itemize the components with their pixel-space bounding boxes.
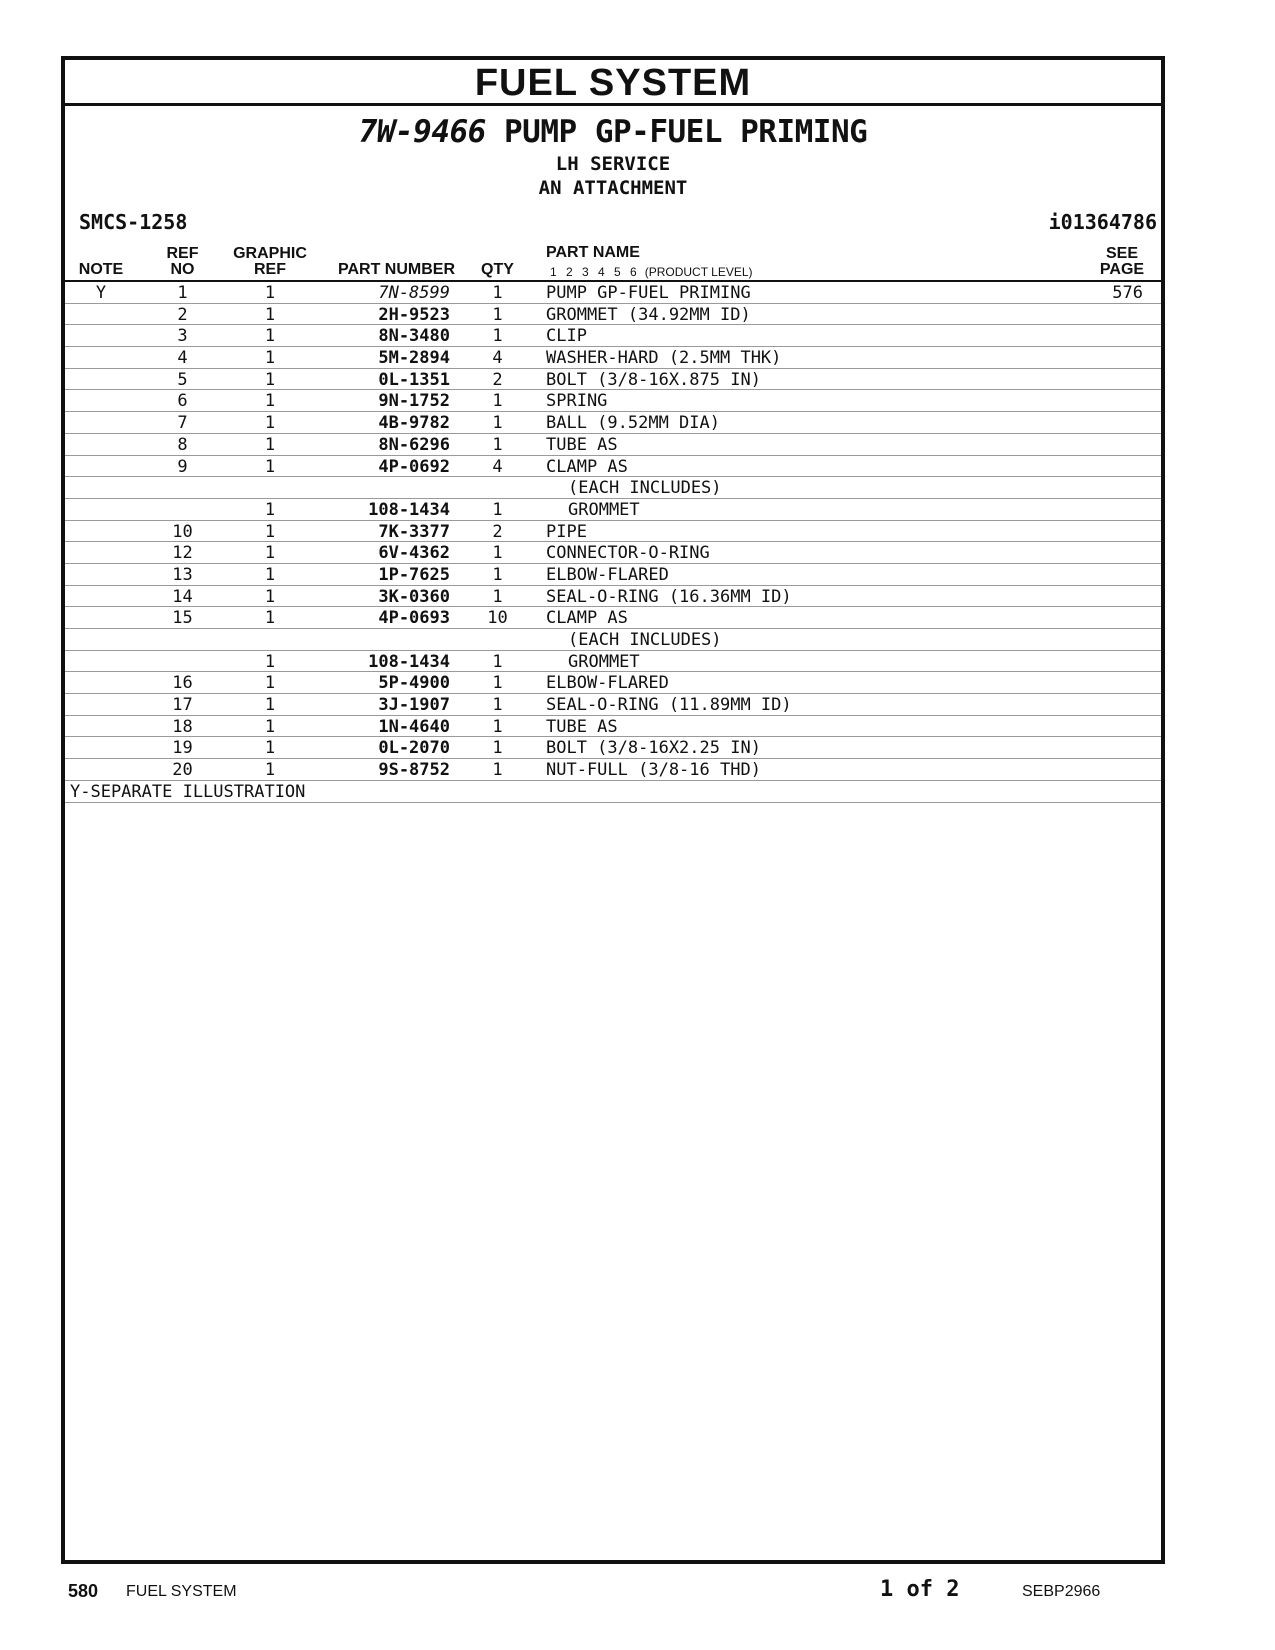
cell-qty: 1	[492, 413, 503, 434]
cell-qty: 1	[492, 673, 503, 694]
cell-ref-no: 7	[177, 413, 188, 434]
cell-qty: 4	[492, 348, 503, 369]
cell-graphic-ref: 1	[264, 521, 276, 542]
column-header-ref-bottom: NO	[170, 261, 195, 278]
cell-graphic-ref: 1	[264, 413, 276, 434]
product-level-label: (PRODUCT LEVEL)	[644, 265, 753, 279]
cell-part-name: BOLT (3/8-16X.875 IN)	[546, 369, 761, 390]
cell-graphic-ref: 1	[264, 716, 276, 737]
cell-graphic-ref: 1	[264, 456, 276, 477]
table-row	[65, 542, 1161, 564]
cell-part-name: SEAL-O-RING (11.89MM ID)	[546, 695, 792, 716]
column-header-ref-top: REF	[166, 245, 199, 262]
cell-part-name: NUT-FULL (3/8-16 THD)	[546, 760, 761, 781]
cell-part-name: PIPE	[546, 521, 587, 542]
cell-part-name: (EACH INCLUDES)	[568, 630, 722, 650]
cell-graphic-ref: 1	[264, 499, 276, 520]
cell-qty: 1	[492, 738, 503, 759]
cell-ref-no: 6	[177, 391, 188, 412]
column-header-see-bottom: PAGE	[1099, 261, 1145, 278]
cell-part-number: 8N-6296	[378, 434, 450, 455]
cell-part-number: 7N-8599	[378, 283, 450, 303]
cell-ref-no: 17	[172, 695, 193, 716]
column-header-graphic-bottom: REF	[254, 261, 286, 278]
cell-part-name: CLAMP AS	[546, 608, 628, 629]
cell-see-page: 576	[1112, 283, 1143, 303]
cell-graphic-ref: 1	[264, 695, 276, 716]
cell-qty: 1	[492, 695, 503, 716]
cell-part-number: 5M-2894	[378, 348, 450, 369]
cell-graphic-ref: 1	[264, 760, 276, 781]
cell-part-name: GROMMET	[568, 499, 640, 520]
column-header-ref	[155, 246, 210, 278]
table-row	[65, 607, 1161, 629]
cell-part-number: 5P-4900	[378, 673, 450, 694]
cell-ref-no: 12	[172, 543, 193, 564]
table-row	[65, 304, 1161, 326]
cell-part-number: 1N-4640	[378, 716, 450, 737]
table-row	[65, 412, 1161, 434]
column-header-see-top: SEE	[1105, 245, 1138, 262]
cell-graphic-ref: 1	[264, 283, 276, 303]
cell-part-name: PUMP GP-FUEL PRIMING	[546, 283, 751, 303]
table-row	[65, 499, 1161, 521]
cell-part-number: 7K-3377	[378, 521, 450, 542]
cell-qty: 1	[492, 283, 503, 303]
cell-part-number: 1P-7625	[378, 564, 450, 585]
cell-part-number: 4P-0692	[378, 456, 450, 477]
cell-ref-no: 2	[177, 304, 188, 325]
group-title	[65, 114, 1161, 150]
cell-graphic-ref: 1	[264, 304, 276, 325]
footer-document-number: SEBP2966	[1022, 1583, 1101, 1600]
cell-part-number: 4B-9782	[378, 413, 450, 434]
parts-table-body	[65, 282, 1161, 781]
cell-part-name: (EACH INCLUDES)	[568, 478, 722, 499]
cell-part-name: CONNECTOR-O-RING	[546, 543, 710, 564]
cell-part-name: GROMMET (34.92MM ID)	[546, 304, 751, 325]
cell-ref-no: 3	[177, 326, 188, 347]
cell-qty: 1	[492, 716, 503, 737]
cell-qty: 1	[492, 760, 503, 781]
table-row	[65, 369, 1161, 391]
cell-qty: 2	[492, 521, 503, 542]
table-row	[65, 564, 1161, 586]
group-subtitle-2: AN ATTACHMENT	[538, 177, 688, 199]
cell-graphic-ref: 1	[264, 564, 276, 585]
cell-part-number: 9S-8752	[378, 760, 450, 781]
column-header-graphic-ref	[225, 246, 315, 278]
column-header-qty: QTY	[481, 261, 514, 278]
cell-qty: 1	[492, 586, 503, 607]
table-row	[65, 737, 1161, 759]
table-row	[65, 759, 1161, 781]
cell-part-name: TUBE AS	[546, 716, 618, 737]
cell-qty: 1	[492, 564, 503, 585]
cell-part-name: SPRING	[546, 391, 608, 412]
cell-part-number: 108-1434	[368, 651, 450, 672]
table-row	[65, 456, 1161, 478]
section-title: FUEL SYSTEM	[65, 60, 1161, 106]
cell-graphic-ref: 1	[264, 651, 276, 672]
column-header-part-number: PART NUMBER	[337, 261, 455, 278]
table-row	[65, 586, 1161, 608]
cell-qty: 1	[492, 304, 503, 325]
table-row	[65, 629, 1161, 651]
cell-part-name: ELBOW-FLARED	[546, 564, 669, 585]
table-row	[65, 390, 1161, 412]
column-header-see-page	[1097, 246, 1147, 278]
cell-graphic-ref: 1	[264, 326, 276, 347]
smcs-code: SMCS-1258	[79, 210, 188, 234]
group-name: PUMP GP-FUEL PRIMING	[504, 114, 868, 150]
parts-list-frame	[61, 56, 1165, 1564]
cell-ref-no: 13	[172, 564, 193, 585]
cell-ref-no: 10	[172, 521, 193, 542]
table-row	[65, 325, 1161, 347]
cell-graphic-ref: 1	[264, 738, 276, 759]
document-id: i01364786	[1048, 210, 1157, 234]
cell-ref-no: 16	[172, 673, 193, 694]
column-header-part-name: PART NAME	[546, 244, 640, 261]
cell-qty: 10	[487, 608, 508, 629]
cell-qty: 1	[492, 434, 503, 455]
table-row	[65, 434, 1161, 456]
cell-part-name: BALL (9.52MM DIA)	[546, 413, 720, 434]
cell-ref-no: 9	[177, 456, 188, 477]
table-row	[65, 477, 1161, 499]
table-row	[65, 672, 1161, 694]
cell-qty: 1	[492, 543, 503, 564]
cell-ref-no: 1	[177, 283, 188, 303]
cell-ref-no: 19	[172, 738, 193, 759]
table-row	[65, 521, 1161, 543]
group-subtitle-1: LH SERVICE	[555, 153, 671, 175]
cell-ref-no: 20	[172, 760, 193, 781]
cell-ref-no: 14	[172, 586, 193, 607]
cell-graphic-ref: 1	[264, 434, 276, 455]
cell-part-number: 3J-1907	[378, 695, 450, 716]
product-level-numbers: 1 2 3 4 5 6	[550, 265, 637, 279]
table-row	[65, 716, 1161, 738]
cell-ref-no: 18	[172, 716, 193, 737]
cell-part-name: ELBOW-FLARED	[546, 673, 669, 694]
cell-graphic-ref: 1	[264, 608, 276, 629]
cell-graphic-ref: 1	[264, 586, 276, 607]
cell-qty: 4	[492, 456, 503, 477]
table-row	[65, 651, 1161, 673]
cell-qty: 1	[492, 499, 503, 520]
cell-part-number: 6V-4362	[378, 543, 450, 564]
cell-graphic-ref: 1	[264, 391, 276, 412]
cell-part-name: CLIP	[546, 326, 587, 347]
product-levels	[550, 265, 753, 279]
cell-graphic-ref: 1	[264, 369, 276, 390]
cell-qty: 1	[492, 651, 503, 672]
page-number: 580	[68, 1581, 99, 1601]
page-footer	[0, 1575, 1275, 1605]
table-row	[65, 347, 1161, 369]
cell-qty: 1	[492, 326, 503, 347]
table-row	[65, 282, 1161, 304]
cell-ref-no: 5	[177, 369, 188, 390]
sheet-indicator: 1 of 2	[880, 1577, 960, 1602]
cell-part-name: BOLT (3/8-16X2.25 IN)	[546, 738, 761, 759]
table-row	[65, 694, 1161, 716]
cell-part-number: 108-1434	[368, 499, 450, 520]
cell-graphic-ref: 1	[264, 673, 276, 694]
group-part-number: 7W-9466	[358, 114, 486, 150]
cell-part-number: 2H-9523	[378, 304, 450, 325]
cell-graphic-ref: 1	[264, 348, 276, 369]
cell-ref-no: 8	[177, 434, 188, 455]
cell-ref-no: 4	[177, 348, 188, 369]
cell-part-name: GROMMET	[568, 651, 640, 672]
cell-qty: 1	[492, 391, 503, 412]
cell-part-number: 0L-2070	[378, 738, 450, 759]
cell-part-number: 0L-1351	[378, 369, 450, 390]
footnote: Y-SEPARATE ILLUSTRATION	[65, 781, 1161, 803]
cell-part-name: SEAL-O-RING (16.36MM ID)	[546, 586, 792, 607]
group-header	[65, 106, 1161, 282]
cell-part-number: 9N-1752	[378, 391, 450, 412]
cell-ref-no: 15	[172, 608, 193, 629]
cell-part-number: 4P-0693	[378, 608, 450, 629]
footer-section: FUEL SYSTEM	[126, 1583, 237, 1600]
cell-note: Y	[95, 283, 107, 303]
cell-part-name: WASHER-HARD (2.5MM THK)	[546, 348, 782, 369]
cell-qty: 2	[492, 369, 503, 390]
column-header-graphic-top: GRAPHIC	[233, 245, 307, 262]
cell-part-name: CLAMP AS	[546, 456, 628, 477]
cell-part-name: TUBE AS	[546, 434, 618, 455]
cell-part-number: 3K-0360	[378, 586, 450, 607]
cell-part-number: 8N-3480	[378, 326, 450, 347]
column-header-note: NOTE	[78, 261, 124, 278]
cell-graphic-ref: 1	[264, 543, 276, 564]
